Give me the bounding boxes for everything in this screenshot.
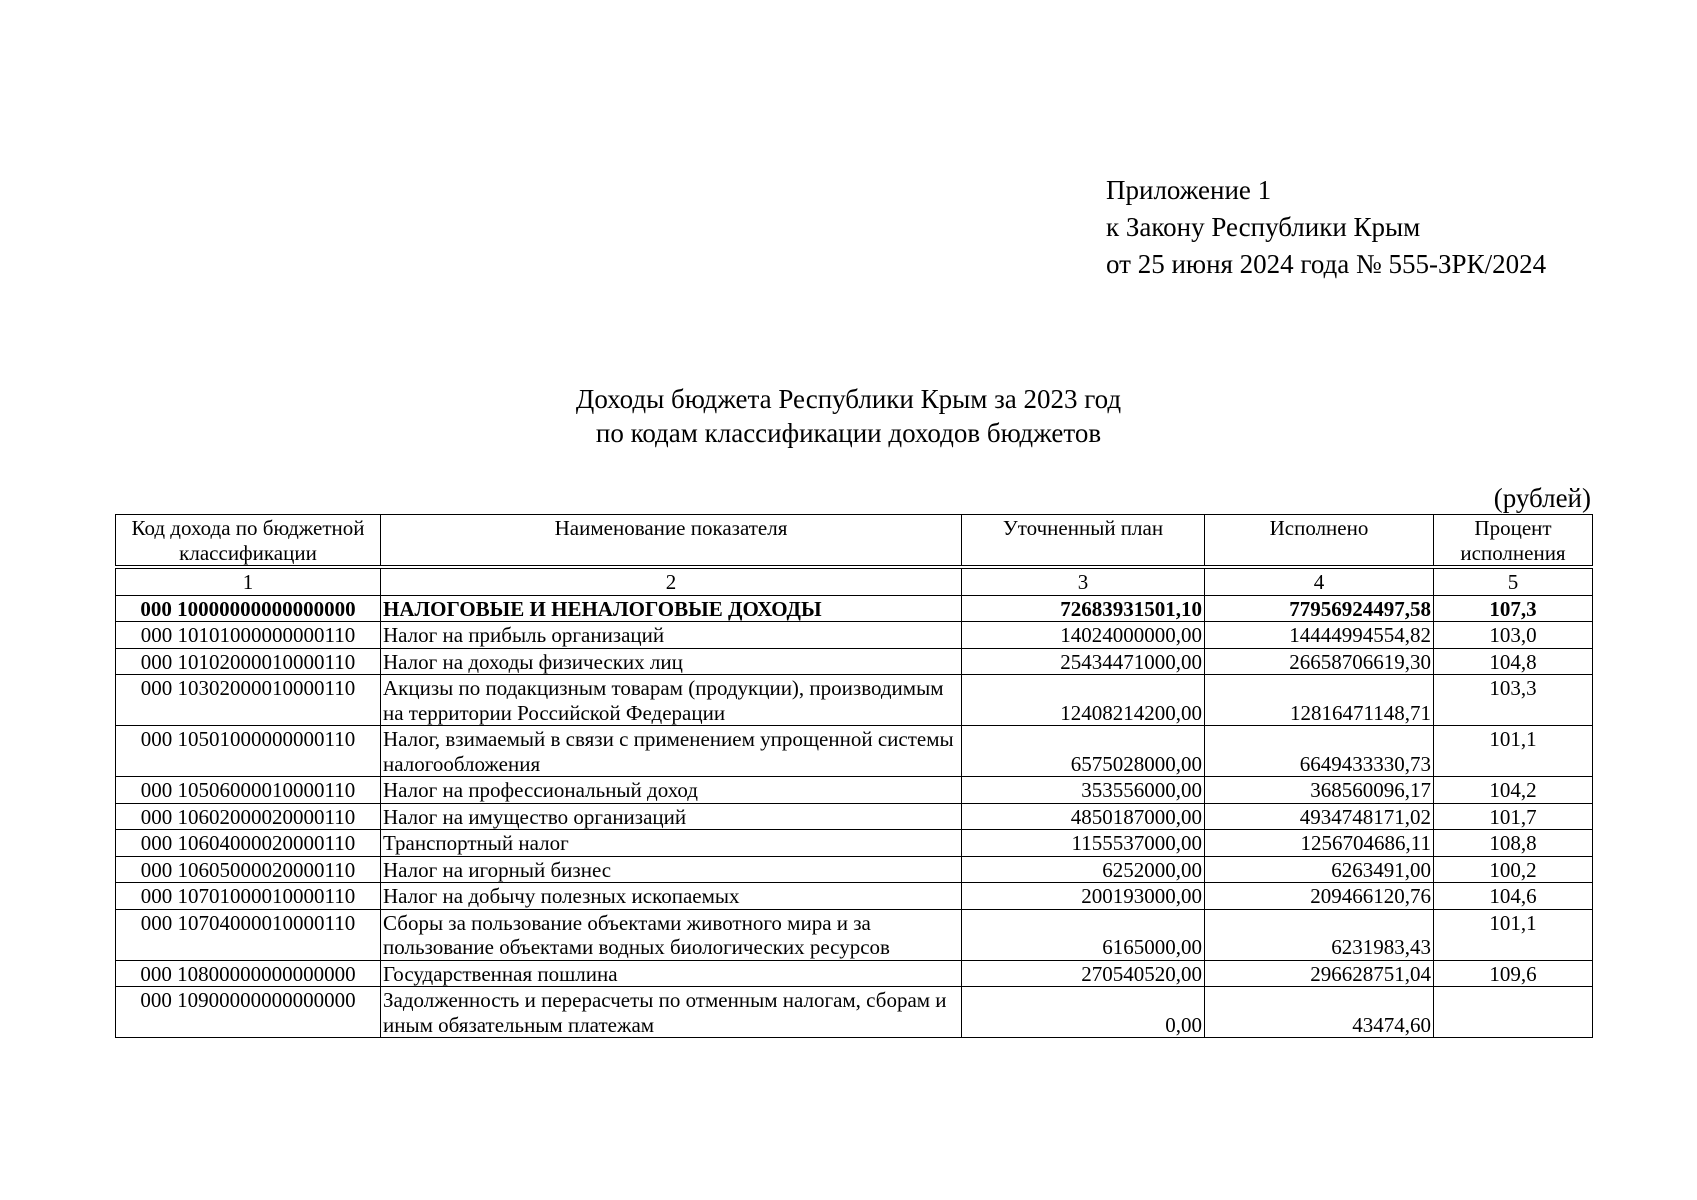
- row-plan: 6165000,00: [962, 909, 1205, 960]
- row-name: Налог на профессиональный доход: [381, 777, 962, 804]
- row-percent: 108,8: [1434, 830, 1593, 857]
- row-name: Налог на добычу полезных ископаемых: [381, 883, 962, 910]
- row-done: 368560096,17: [1205, 777, 1434, 804]
- row-name: Налог на прибыль организаций: [381, 622, 962, 649]
- row-name: Налог на имущество организаций: [381, 803, 962, 830]
- table-row: [116, 960, 1593, 987]
- row-plan: 14024000000,00: [962, 622, 1205, 649]
- row-plan: 12408214200,00: [962, 675, 1205, 726]
- row-name: НАЛОГОВЫЕ И НЕНАЛОГОВЫЕ ДОХОДЫ: [381, 595, 962, 622]
- row-code: 000 10102000010000110: [116, 648, 381, 675]
- row-plan: 353556000,00: [962, 777, 1205, 804]
- column-number: 4: [1205, 567, 1434, 595]
- row-code: 000 10900000000000000: [116, 987, 381, 1038]
- appendix-line-2: к Закону Республики Крым: [1106, 212, 1421, 242]
- row-done: 1256704686,11: [1205, 830, 1434, 857]
- header-done: Исполнено: [1205, 515, 1434, 568]
- row-done: 296628751,04: [1205, 960, 1434, 987]
- row-code: 000 10604000020000110: [116, 830, 381, 857]
- table-row-total: [116, 595, 1593, 622]
- row-percent: [1434, 987, 1593, 1038]
- row-code: 000 10302000010000110: [116, 675, 381, 726]
- row-done: 6231983,43: [1205, 909, 1434, 960]
- table-row: [116, 883, 1593, 910]
- row-done: 14444994554,82: [1205, 622, 1434, 649]
- row-percent: 101,1: [1434, 726, 1593, 777]
- row-name: Налог на игорный бизнес: [381, 856, 962, 883]
- column-number: 3: [962, 567, 1205, 595]
- row-name: Сборы за пользование объектами животного мира и за пользование объектами водных биологических ресурсов: [381, 909, 962, 960]
- table-row: [116, 675, 1593, 726]
- row-name: Налог, взимаемый в связи с применением упрощенной системы налогообложения: [381, 726, 962, 777]
- document-title: [0, 382, 1697, 450]
- row-percent: 101,1: [1434, 909, 1593, 960]
- row-name: Налог на доходы физических лиц: [381, 648, 962, 675]
- row-percent: 104,2: [1434, 777, 1593, 804]
- row-code: 000 10000000000000000: [116, 595, 381, 622]
- row-percent: 103,3: [1434, 675, 1593, 726]
- table-row: [116, 648, 1593, 675]
- title-line-1: Доходы бюджета Республики Крым за 2023 год: [575, 384, 1122, 414]
- table-row: [116, 830, 1593, 857]
- row-done: 77956924497,58: [1205, 595, 1434, 622]
- row-name: Акцизы по подакцизным товарам (продукции), производимым на территории Российской Федерации: [381, 675, 962, 726]
- row-plan: 4850187000,00: [962, 803, 1205, 830]
- table-row: [116, 777, 1593, 804]
- row-plan: 270540520,00: [962, 960, 1205, 987]
- row-plan: 200193000,00: [962, 883, 1205, 910]
- column-number: 5: [1434, 567, 1593, 595]
- row-name: Государственная пошлина: [381, 960, 962, 987]
- header-name: Наименование показателя: [381, 515, 962, 568]
- income-table: [115, 514, 1593, 1038]
- row-code: 000 10704000010000110: [116, 909, 381, 960]
- column-number-row: [116, 567, 1593, 595]
- row-done: 43474,60: [1205, 987, 1434, 1038]
- row-name: Задолженность и перерасчеты по отменным налогам, сборам и иным обязательным платежам: [381, 987, 962, 1038]
- row-done: 4934748171,02: [1205, 803, 1434, 830]
- row-percent: 109,6: [1434, 960, 1593, 987]
- row-code: 000 10701000010000110: [116, 883, 381, 910]
- header-percent: Процент исполнения: [1434, 515, 1593, 568]
- table-row: [116, 726, 1593, 777]
- row-percent: 107,3: [1434, 595, 1593, 622]
- row-done: 209466120,76: [1205, 883, 1434, 910]
- row-percent: 104,8: [1434, 648, 1593, 675]
- units-label: (рублей): [1493, 483, 1591, 513]
- table-row: [116, 622, 1593, 649]
- row-done: 12816471148,71: [1205, 675, 1434, 726]
- row-percent: 100,2: [1434, 856, 1593, 883]
- appendix-line-3: от 25 июня 2024 года № 555-ЗРК/2024: [1106, 249, 1547, 279]
- row-code: 000 10800000000000000: [116, 960, 381, 987]
- table-row: [116, 803, 1593, 830]
- row-code: 000 10605000020000110: [116, 856, 381, 883]
- appendix-block: [1106, 172, 1546, 283]
- column-number: 2: [381, 567, 962, 595]
- row-plan: 72683931501,10: [962, 595, 1205, 622]
- row-done: 26658706619,30: [1205, 648, 1434, 675]
- row-plan: 6575028000,00: [962, 726, 1205, 777]
- row-code: 000 10101000000000110: [116, 622, 381, 649]
- table-header-row: [116, 515, 1593, 568]
- column-number: 1: [116, 567, 381, 595]
- table-row: [116, 909, 1593, 960]
- table-row: [116, 856, 1593, 883]
- row-percent: 103,0: [1434, 622, 1593, 649]
- row-done: 6263491,00: [1205, 856, 1434, 883]
- header-code: Код дохода по бюджетной классификации: [116, 515, 381, 568]
- appendix-line-1: Приложение 1: [1106, 175, 1272, 205]
- row-percent: 101,7: [1434, 803, 1593, 830]
- row-code: 000 10501000000000110: [116, 726, 381, 777]
- table-row: [116, 987, 1593, 1038]
- header-plan: Уточненный план: [962, 515, 1205, 568]
- title-line-2: по кодам классификации доходов бюджетов: [595, 418, 1102, 448]
- row-code: 000 10602000020000110: [116, 803, 381, 830]
- row-plan: 1155537000,00: [962, 830, 1205, 857]
- row-code: 000 10506000010000110: [116, 777, 381, 804]
- row-name: Транспортный налог: [381, 830, 962, 857]
- row-plan: 0,00: [962, 987, 1205, 1038]
- row-percent: 104,6: [1434, 883, 1593, 910]
- row-plan: 6252000,00: [962, 856, 1205, 883]
- row-done: 6649433330,73: [1205, 726, 1434, 777]
- row-plan: 25434471000,00: [962, 648, 1205, 675]
